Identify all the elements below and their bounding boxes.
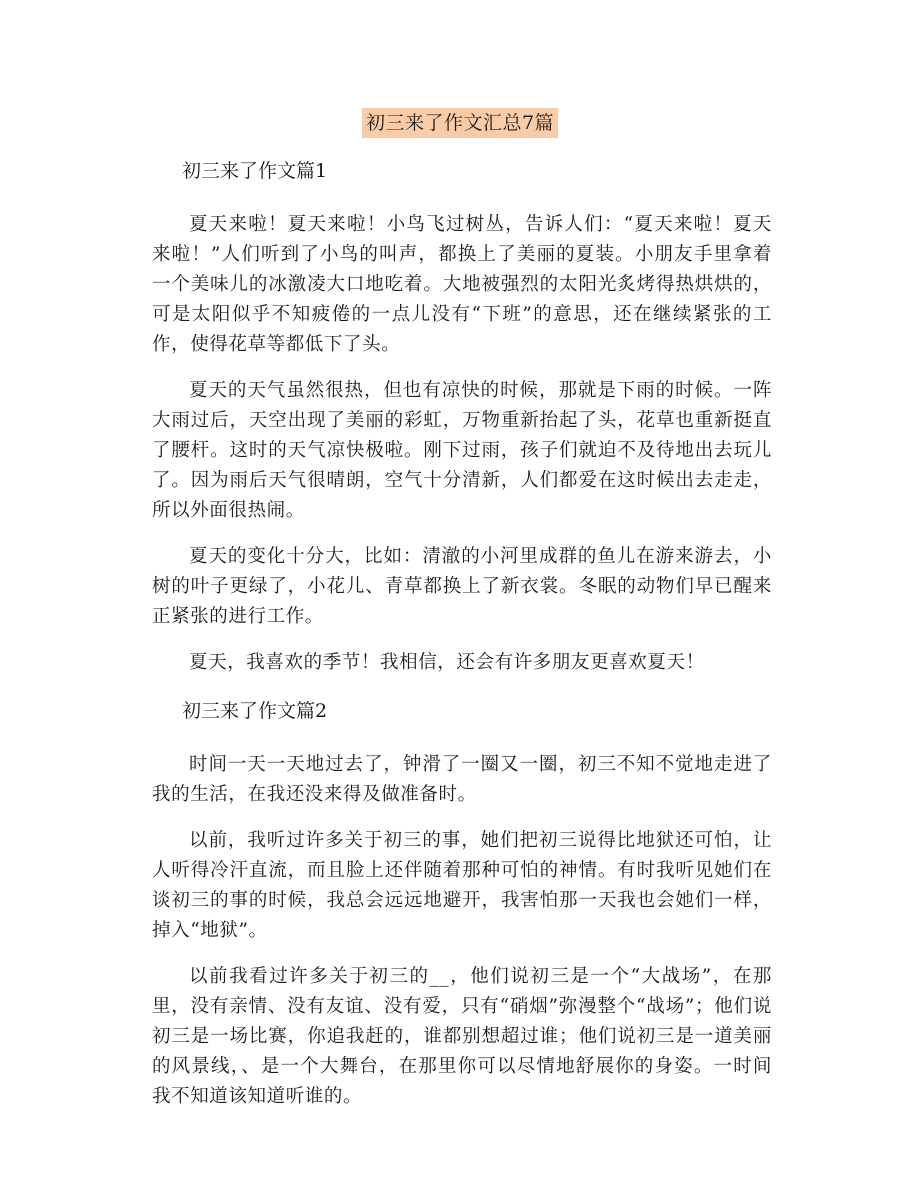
section-2 — [152, 696, 772, 1112]
title-block — [0, 108, 920, 138]
document-body — [152, 156, 772, 1128]
paragraph: 以前我看过许多关于初三的__，他们说初三是一个“大战场”，在那里，没有亲情、没有友谊、没有爱，只有“硝烟”弥漫整个“战场”；他们说初三是一场比赛，你追我赶的，谁都别想超过谁；他们说初三是一道美丽的风景线，、是一个大舞台，在那里你可以尽情地舒展你的身姿。一时间我不知道该知道听谁的。 — [152, 966, 772, 1107]
document-title: 初三来了作文汇总7篇 — [362, 108, 558, 138]
paragraph: 夏天来啦！夏天来啦！小鸟飞过树丛，告诉人们：“夏天来啦！夏天来啦！”人们听到了小鸟的叫声，都换上了美丽的夏装。小朋友手里拿着一个美味儿的冰激凌大口地吃着。大地被强烈的太阳光炙烤得热烘烘的，可是太阳似乎不知疲倦的一点儿没有“下班”的意思，还在继续紧张的工作，使得花草等都低下了头。 — [152, 214, 772, 355]
paragraph: 夏天，我喜欢的季节！我相信，还会有许多朋友更喜欢夏天！ — [189, 652, 705, 673]
paragraph: 以前，我听过许多关于初三的事，她们把初三说得比地狱还可怕，让人听得冷汗直流，而且脸上还伴随着那种可怕的神情。有时我听见她们在谈初三的事的时候，我总会远远地避开，我害怕那一天我也会她们一样，掉入“地狱”。 — [152, 830, 772, 941]
section-heading: 初三来了作文篇2 — [182, 700, 328, 722]
section-1 — [152, 156, 772, 678]
section-heading: 初三来了作文篇1 — [182, 160, 328, 182]
paragraph: 夏天的天气虽然很热，但也有凉快的时候，那就是下雨的时候。一阵大雨过后，天空出现了美丽的彩虹，万物重新抬起了头，花草也重新挺直了腰杆。这时的天气凉快极啦。刚下过雨，孩子们就迫不及待地出去玩儿了。因为雨后天气很晴朗，空气十分清新，人们都爱在这时候出去走走，所以外面很热闹。 — [152, 380, 772, 521]
paragraph: 夏天的变化十分大，比如：清澈的小河里成群的鱼儿在游来游去，小树的叶子更绿了，小花儿、青草都换上了新衣裳。冬眠的动物们早已醒来正紧张的进行工作。 — [152, 546, 772, 627]
paragraph: 时间一天一天地过去了，钟滑了一圈又一圈，初三不知不觉地走进了我的生活，在我还没来得及做准备时。 — [152, 754, 772, 805]
